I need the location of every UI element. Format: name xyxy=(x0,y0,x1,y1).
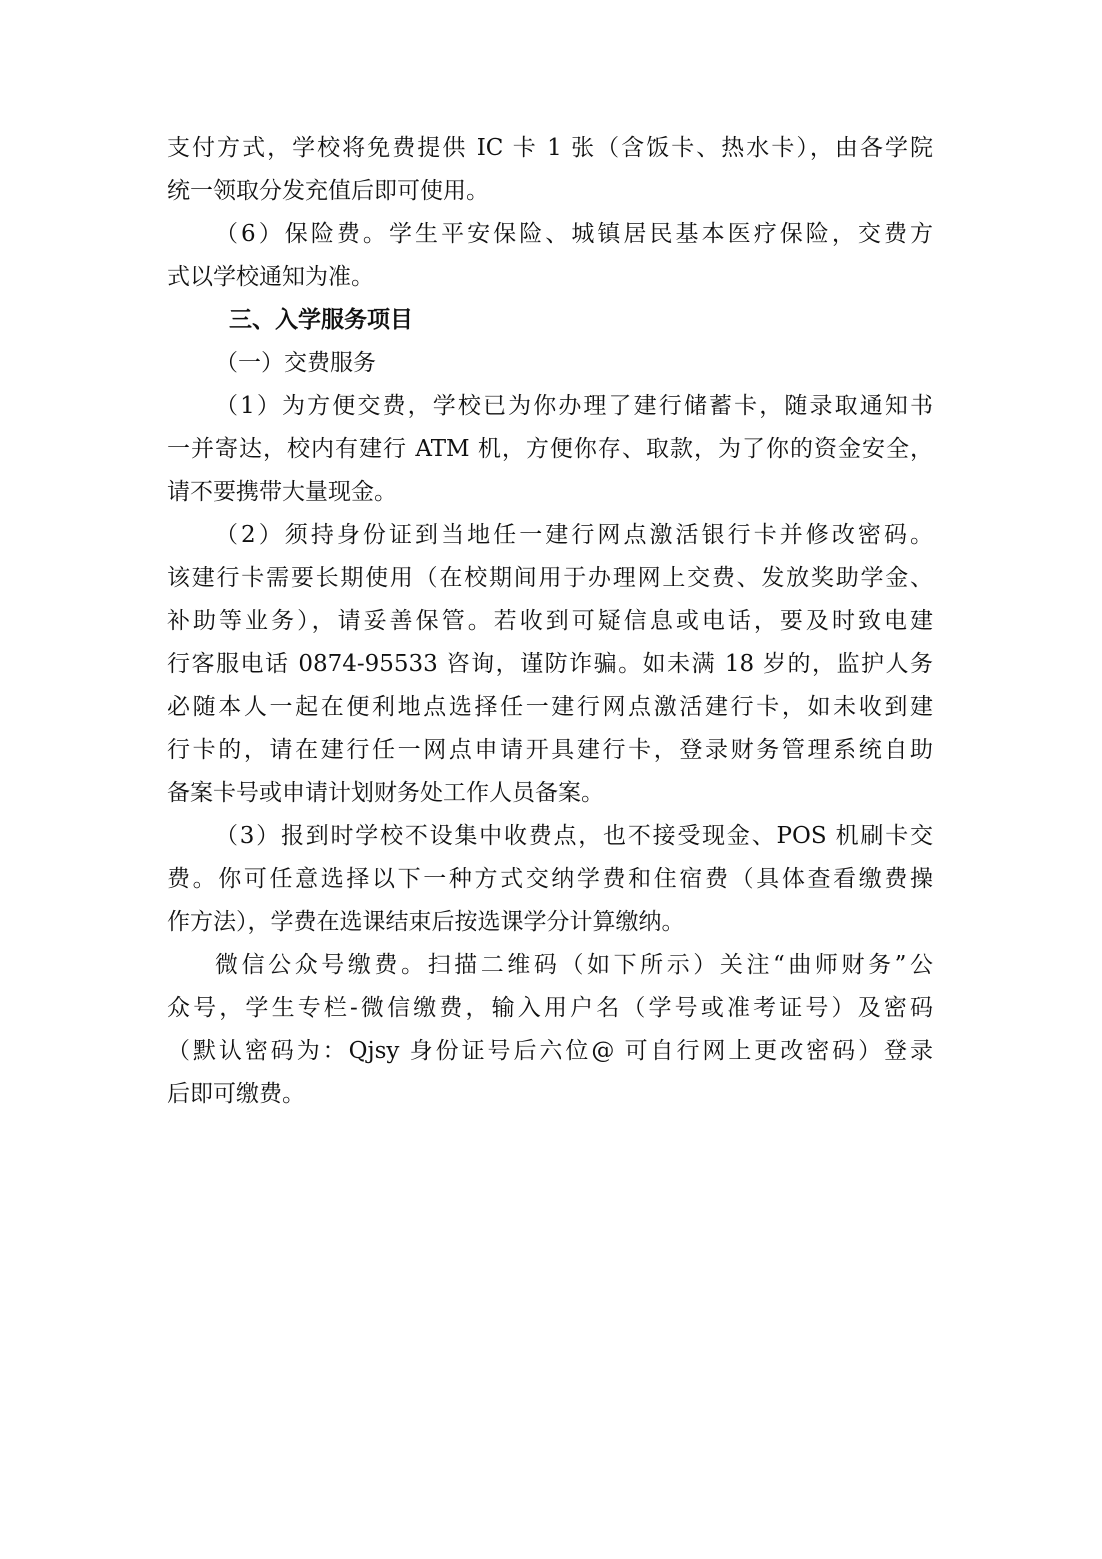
text-line: 行客服电话 0874-95533 咨询，谨防诈骗。如未满 18 岁的，监护人务 xyxy=(167,651,933,677)
text-line: 备案卡号或申请计划财务处工作人员备案。 xyxy=(167,780,604,806)
text-line: 必随本人一起在便利地点选择任一建行网点激活建行卡，如未收到建 xyxy=(167,694,933,720)
text-line: 一并寄达，校内有建行 ATM 机，方便你存、取款，为了你的资金安全， xyxy=(167,436,933,462)
text-line: （1）为方便交费，学校已为你办理了建行储蓄卡，随录取通知书 xyxy=(215,393,933,419)
text-line: （默认密码为：Qjsy 身份证号后六位@ 可自行网上更改密码）登录 xyxy=(167,1038,933,1064)
text-line: 请不要携带大量现金。 xyxy=(167,479,397,505)
text-line: 作方法），学费在选课结束后按选课学分计算缴纳。 xyxy=(167,909,685,935)
section-heading: 三、入学服务项目 xyxy=(229,307,413,333)
text-line: 微信公众号缴费。扫描二维码（如下所示）关注“曲师财务”公 xyxy=(215,952,933,978)
text-line: （3）报到时学校不设集中收费点，也不接受现金、POS 机刷卡交 xyxy=(215,823,933,849)
text-line: 式以学校通知为准。 xyxy=(167,264,374,290)
text-line: 补助等业务），请妥善保管。若收到可疑信息或电话，要及时致电建 xyxy=(167,608,933,634)
text-line: 统一领取分发充值后即可使用。 xyxy=(167,178,489,204)
text-line: （6）保险费。学生平安保险、城镇居民基本医疗保险，交费方 xyxy=(215,221,933,247)
text-line: 该建行卡需要长期使用（在校期间用于办理网上交费、发放奖助学金、 xyxy=(167,565,933,591)
text-line: 后即可缴费。 xyxy=(167,1081,305,1107)
text-line: 费。你可任意选择以下一种方式交纳学费和住宿费（具体查看缴费操 xyxy=(167,866,933,892)
text-line: （2）须持身份证到当地任一建行网点激活银行卡并修改密码。 xyxy=(215,522,933,548)
text-line: 行卡的，请在建行任一网点申请开具建行卡，登录财务管理系统自助 xyxy=(167,737,933,763)
subsection-heading: （一）交费服务 xyxy=(215,350,376,376)
text-line: 众号，学生专栏-微信缴费，输入用户名（学号或准考证号）及密码 xyxy=(167,995,933,1021)
document-page xyxy=(167,127,933,1116)
text-line: 支付方式，学校将免费提供 IC 卡 1 张（含饭卡、热水卡），由各学院 xyxy=(167,135,933,161)
